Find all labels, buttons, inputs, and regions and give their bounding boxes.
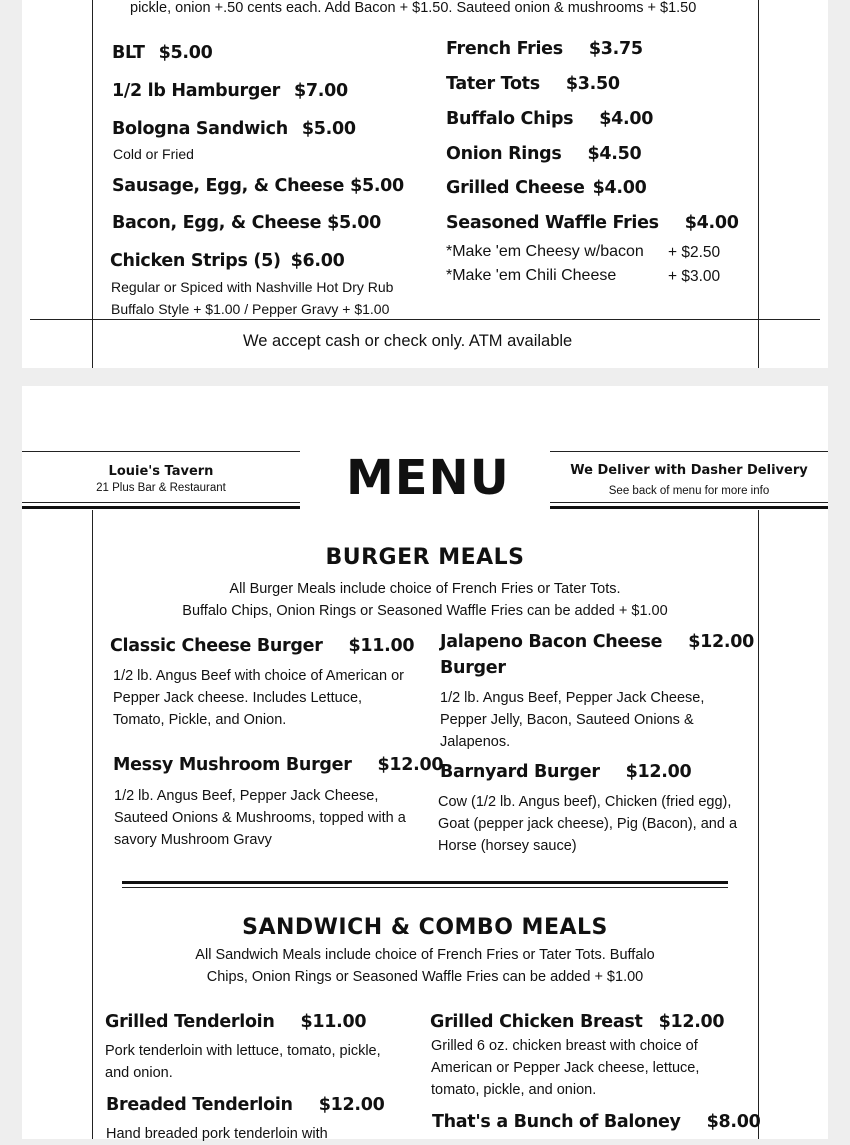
header-line <box>550 451 828 452</box>
menu-item <box>112 81 348 101</box>
header-rule <box>550 506 828 509</box>
addon-label: *Make 'em Chili Cheese <box>446 267 617 284</box>
header-line <box>22 502 300 503</box>
section-title: SANDWICH & COMBO MEALS <box>242 915 608 940</box>
item-name: Onion Rings <box>446 144 562 164</box>
addon-label: *Make 'em Cheesy w/bacon <box>446 243 644 260</box>
menu-page <box>22 386 828 1142</box>
item-price: $5.00 <box>350 176 404 196</box>
menu-item <box>106 1095 384 1115</box>
addon-price: + $2.50 <box>668 244 721 261</box>
item-name: Messy Mushroom Burger <box>113 755 352 775</box>
item-description: Grilled 6 oz. chicken breast with choice of American or Pepper Jack cheese, lettuce, tomato, pickle, and onion. <box>431 1038 700 1098</box>
tavern-name: Louie's Tavern <box>108 464 214 479</box>
item-name: BLT <box>112 43 145 63</box>
item-description: 1/2 lb. Angus Beef, Pepper Jack Cheese, Sauteed Onions & Mushrooms, topped with a savory Mushroom Gravy <box>114 788 406 848</box>
left-border <box>92 0 93 368</box>
item-name: Tater Tots <box>446 74 540 94</box>
section-intro: All Sandwich Meals include choice of French Fries or Tater Tots. Buffalo <box>195 947 655 963</box>
delivery-note: We Deliver with Dasher Delivery <box>570 463 808 478</box>
item-name: French Fries <box>446 39 563 59</box>
tavern-subtitle: 21 Plus Bar & Restaurant <box>96 482 226 494</box>
item-name: That's a Bunch of Baloney <box>432 1112 681 1132</box>
item-name: 1/2 lb Hamburger <box>112 81 280 101</box>
menu-item <box>440 762 691 782</box>
item-price: $12.00 <box>625 762 692 782</box>
item-description: Cold or Fried <box>113 146 194 162</box>
item-price: $12.00 <box>688 632 754 652</box>
menu-item <box>440 632 754 652</box>
right-border <box>758 0 759 368</box>
item-name: Jalapeno Bacon Cheese <box>440 632 663 652</box>
menu-item <box>446 39 643 59</box>
item-price: $6.00 <box>290 251 345 271</box>
item-name-continued: Burger <box>440 658 506 678</box>
section-intro: Chips, Onion Rings or Seasoned Waffle Fries can be added + $1.00 <box>206 969 644 985</box>
add-ons-note: pickle, onion +.50 cents each. Add Bacon + $1.50. Sauteed onion & mushrooms + $1.50 <box>130 0 697 16</box>
menu-title: MENU <box>346 450 510 506</box>
item-name: Grilled Chicken Breast <box>430 1012 643 1032</box>
menu-item <box>112 43 213 63</box>
menu-item <box>112 213 381 233</box>
item-description: Hand breaded pork tenderloin with <box>106 1126 328 1142</box>
divider <box>30 319 820 320</box>
header-line <box>22 451 300 452</box>
menu-item <box>432 1112 761 1132</box>
item-price: $4.00 <box>592 178 647 198</box>
item-price: $7.00 <box>294 81 348 101</box>
item-name: Seasoned Waffle Fries <box>446 213 659 233</box>
item-price: $4.00 <box>684 213 739 233</box>
item-name: Breaded Tenderloin <box>106 1095 293 1115</box>
menu-item <box>446 213 739 233</box>
item-price: $4.00 <box>599 109 654 129</box>
menu-page-top <box>22 0 828 368</box>
header-rule <box>22 506 300 509</box>
item-name: Barnyard Burger <box>440 762 600 782</box>
menu-item <box>446 109 653 129</box>
menu-item <box>430 1012 724 1032</box>
item-description: Buffalo Style + $1.00 / Pepper Gravy + $1.00 <box>111 301 390 317</box>
item-name: Bologna Sandwich <box>112 119 288 139</box>
item-price: $8.00 <box>706 1112 761 1132</box>
payment-note: We accept cash or check only. ATM available <box>243 332 573 350</box>
menu-item <box>113 755 443 775</box>
menu-item <box>105 1012 366 1032</box>
addon-price: + $3.00 <box>668 268 721 285</box>
item-price: $11.00 <box>300 1012 367 1032</box>
item-name: Grilled Tenderloin <box>105 1012 275 1032</box>
item-price: $3.75 <box>588 39 643 59</box>
menu-item <box>112 119 356 139</box>
section-divider-thin <box>122 887 728 888</box>
section-divider <box>122 881 728 884</box>
item-name: Bacon, Egg, & Cheese <box>112 213 322 233</box>
item-price: $12.00 <box>658 1012 725 1032</box>
menu-item <box>112 176 404 196</box>
menu-item <box>110 636 414 656</box>
section-title: BURGER MEALS <box>325 545 525 570</box>
item-price: $12.00 <box>318 1095 385 1115</box>
item-price: $5.00 <box>158 43 213 63</box>
item-name: Buffalo Chips <box>446 109 574 129</box>
item-description: 1/2 lb. Angus Beef, Pepper Jack Cheese, Pepper Jelly, Bacon, Sauteed Onions & Jalapenos. <box>440 690 705 750</box>
item-price: $5.00 <box>327 213 382 233</box>
item-description: Regular or Spiced with Nashville Hot Dry Rub <box>111 279 394 295</box>
item-price: $4.50 <box>587 144 642 164</box>
menu-item <box>446 74 620 94</box>
header-line <box>550 502 828 503</box>
section-intro: Buffalo Chips, Onion Rings or Seasoned Waffle Fries can be added + $1.00 <box>182 603 668 619</box>
item-price: $11.00 <box>348 636 415 656</box>
item-name: Sausage, Egg, & Cheese <box>112 176 345 196</box>
item-price: $3.50 <box>565 74 620 94</box>
item-name: Chicken Strips (5) <box>110 251 281 271</box>
item-name: Classic Cheese Burger <box>110 636 323 656</box>
item-description: 1/2 lb. Angus Beef with choice of American or Pepper Jack cheese. Includes Lettuce, Tomato, Pickle, and Onion. <box>113 668 404 728</box>
menu-item <box>110 251 345 271</box>
delivery-subnote: See back of menu for more info <box>608 485 770 497</box>
item-description: Cow (1/2 lb. Angus beef), Chicken (fried egg), Goat (pepper jack cheese), Pig (Bacon), and a Horse (horsey sauce) <box>438 794 738 854</box>
item-price: $5.00 <box>301 119 356 139</box>
section-intro: All Burger Meals include choice of French Fries or Tater Tots. <box>229 581 621 597</box>
item-price: $12.00 <box>377 755 444 775</box>
menu-item <box>446 178 646 198</box>
menu-item <box>446 144 641 164</box>
item-description: Pork tenderloin with lettuce, tomato, pickle, and onion. <box>105 1043 381 1081</box>
item-name: Grilled Cheese <box>446 178 585 198</box>
